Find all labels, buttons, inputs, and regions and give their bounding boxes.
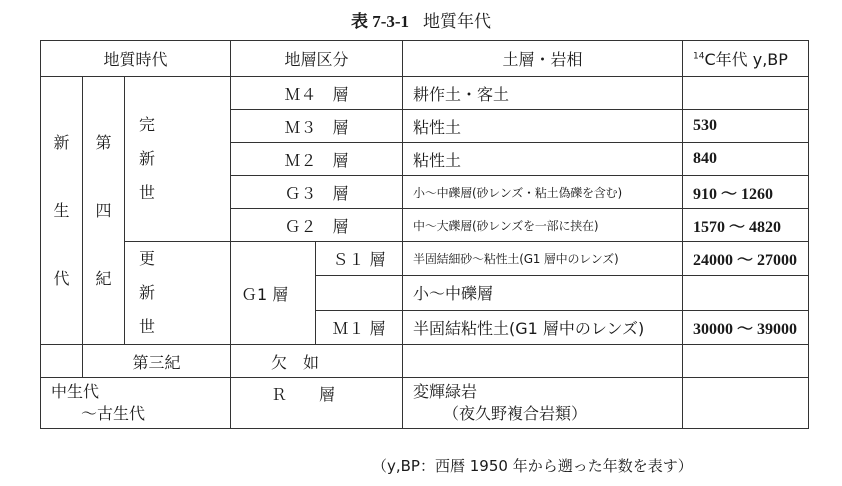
period-quaternary: 第 四 紀 — [83, 77, 125, 345]
table-title: 地質年代 — [423, 12, 492, 32]
period-tertiary: 第三紀 — [83, 345, 231, 378]
soil-cell: 耕作土・客土 — [403, 77, 683, 110]
soil-cell: 中～大礫層(砂レンズを一部に挟在) — [403, 209, 683, 242]
age-cell: 840 — [683, 143, 809, 176]
age-cell — [683, 378, 809, 429]
header-soil-lithofacies: 土層・岩相 — [403, 41, 683, 77]
soil-cell — [403, 345, 683, 378]
table-caption — [0, 8, 842, 36]
table-footnote: （y,BP：西暦 1950 年から遡った年数を表す） — [372, 457, 693, 475]
sublayer-cell: Ｍ１ 層 — [316, 310, 403, 344]
header-row — [41, 41, 809, 77]
layer-r: Ｒ 層 — [231, 378, 403, 429]
geologic-age-table — [40, 40, 809, 429]
age-cell: 1570 ～ 4820 — [683, 209, 809, 242]
header-geologic-era: 地質時代 — [41, 41, 231, 77]
layer-cell: Ｍ３ 層 — [231, 110, 403, 143]
epoch-holocene: 完 新 世 — [125, 77, 231, 242]
age-cell: 24000 ～ 27000 — [683, 242, 809, 276]
epoch-pleistocene: 更 新 世 — [125, 242, 231, 345]
soil-cell: 粘性土 — [403, 143, 683, 176]
table-row — [41, 242, 809, 276]
age-cell: 530 — [683, 110, 809, 143]
age-cell — [683, 345, 809, 378]
layer-absent: 欠 如 — [231, 345, 403, 378]
soil-cell: 変輝緑岩 （夜久野複合岩類） — [403, 378, 683, 429]
layer-g1: Ｇ1 層 — [231, 242, 316, 345]
header-c14-age: $^{14}$C年代 y,BP — [683, 41, 809, 77]
layer-cell: Ｇ３ 層 — [231, 176, 403, 209]
soil-cell: 小～中礫層 — [403, 276, 683, 310]
sublayer-cell — [316, 276, 403, 310]
table-row — [41, 77, 809, 110]
soil-cell: 小～中礫層(砂レンズ・粘土偽礫を含む) — [403, 176, 683, 209]
layer-cell: Ｇ２ 層 — [231, 209, 403, 242]
soil-cell: 半固結細砂～粘性土(G1 層中のレンズ) — [403, 242, 683, 276]
layer-cell: Ｍ４ 層 — [231, 77, 403, 110]
age-cell — [683, 276, 809, 310]
header-stratum-division: 地層区分 — [231, 41, 403, 77]
soil-cell: 粘性土 — [403, 110, 683, 143]
sublayer-cell: Ｓ１ 層 — [316, 242, 403, 276]
era-cenozoic: 新 生 代 — [41, 77, 83, 345]
age-cell: 910 ～ 1260 — [683, 176, 809, 209]
table-row — [41, 345, 809, 378]
age-cell — [683, 77, 809, 110]
soil-cell: 半固結粘性土(G1 層中のレンズ) — [403, 310, 683, 344]
table-row — [41, 378, 809, 429]
table-number: 表 7-3-1 — [350, 12, 410, 31]
layer-cell: Ｍ２ 層 — [231, 143, 403, 176]
era-mesozoic-paleozoic: 中生代 ～古生代 — [41, 378, 231, 429]
era-cenozoic-end — [41, 345, 83, 378]
age-cell: 30000 ～ 39000 — [683, 310, 809, 344]
